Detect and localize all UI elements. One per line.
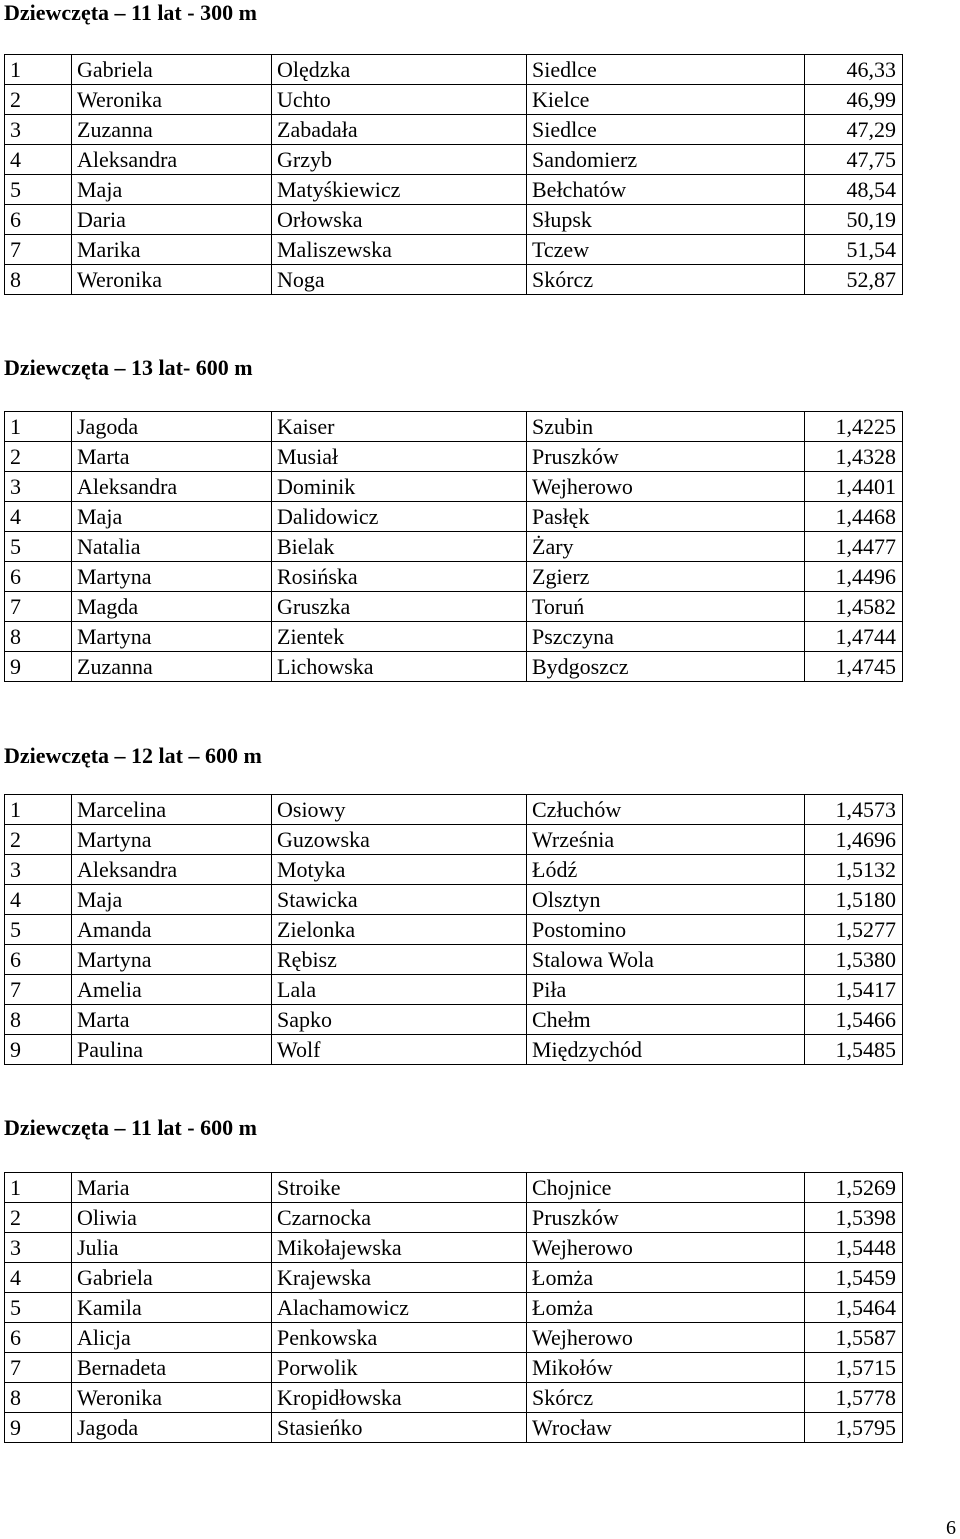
first-name-cell: Amelia — [72, 975, 272, 1005]
last-name-cell: Mikołajewska — [272, 1233, 527, 1263]
place-cell: 4 — [5, 885, 72, 915]
table-row — [5, 1383, 903, 1413]
first-name-cell: Gabriela — [72, 55, 272, 85]
place-cell: 8 — [5, 1383, 72, 1413]
first-name-cell: Julia — [72, 1233, 272, 1263]
place-cell: 1 — [5, 55, 72, 85]
table-row — [5, 55, 903, 85]
result-cell: 46,33 — [805, 55, 903, 85]
last-name-cell: Lichowska — [272, 652, 527, 682]
result-cell: 1,4496 — [805, 562, 903, 592]
result-cell: 46,99 — [805, 85, 903, 115]
city-cell: Piła — [527, 975, 805, 1005]
first-name-cell: Aleksandra — [72, 472, 272, 502]
section-title-girls-11-300m: Dziewczęta – 11 lat - 300 m — [4, 0, 257, 25]
city-cell: Zgierz — [527, 562, 805, 592]
city-cell: Łódź — [527, 855, 805, 885]
first-name-cell: Oliwia — [72, 1203, 272, 1233]
result-cell: 1,5464 — [805, 1293, 903, 1323]
last-name-cell: Uchto — [272, 85, 527, 115]
result-cell: 1,4477 — [805, 532, 903, 562]
result-cell: 51,54 — [805, 235, 903, 265]
table-row — [5, 175, 903, 205]
section-title-girls-11-600m: Dziewczęta – 11 lat - 600 m — [4, 1115, 257, 1140]
first-name-cell: Daria — [72, 205, 272, 235]
first-name-cell: Maja — [72, 885, 272, 915]
place-cell: 2 — [5, 442, 72, 472]
place-cell: 6 — [5, 205, 72, 235]
last-name-cell: Motyka — [272, 855, 527, 885]
place-cell: 3 — [5, 115, 72, 145]
result-cell: 1,5715 — [805, 1353, 903, 1383]
result-cell: 1,4225 — [805, 412, 903, 442]
table-row — [5, 915, 903, 945]
table-row — [5, 592, 903, 622]
results-table-girls-11-300m — [4, 54, 903, 295]
first-name-cell: Marta — [72, 1005, 272, 1035]
city-cell: Mikołów — [527, 1353, 805, 1383]
last-name-cell: Zabadała — [272, 115, 527, 145]
table-row — [5, 1005, 903, 1035]
last-name-cell: Alachamowicz — [272, 1293, 527, 1323]
place-cell: 9 — [5, 1035, 72, 1065]
table-row — [5, 855, 903, 885]
table-row — [5, 145, 903, 175]
place-cell: 1 — [5, 1173, 72, 1203]
last-name-cell: Czarnocka — [272, 1203, 527, 1233]
table-row — [5, 622, 903, 652]
city-cell: Bydgoszcz — [527, 652, 805, 682]
result-cell: 1,5269 — [805, 1173, 903, 1203]
result-cell: 1,4328 — [805, 442, 903, 472]
place-cell: 3 — [5, 855, 72, 885]
last-name-cell: Rosińska — [272, 562, 527, 592]
table-row — [5, 85, 903, 115]
table-row — [5, 825, 903, 855]
place-cell: 3 — [5, 1233, 72, 1263]
place-cell: 9 — [5, 652, 72, 682]
city-cell: Wejherowo — [527, 1323, 805, 1353]
result-cell: 1,5417 — [805, 975, 903, 1005]
city-cell: Wejherowo — [527, 1233, 805, 1263]
place-cell: 5 — [5, 175, 72, 205]
city-cell: Pasłęk — [527, 502, 805, 532]
table-row — [5, 1203, 903, 1233]
last-name-cell: Dominik — [272, 472, 527, 502]
city-cell: Skórcz — [527, 1383, 805, 1413]
city-cell: Chełm — [527, 1005, 805, 1035]
result-cell: 1,5795 — [805, 1413, 903, 1443]
first-name-cell: Amanda — [72, 915, 272, 945]
place-cell: 2 — [5, 85, 72, 115]
first-name-cell: Weronika — [72, 85, 272, 115]
table-row — [5, 532, 903, 562]
last-name-cell: Penkowska — [272, 1323, 527, 1353]
first-name-cell: Maria — [72, 1173, 272, 1203]
results-table-girls-11-600m — [4, 1172, 903, 1443]
table-row — [5, 442, 903, 472]
last-name-cell: Kaiser — [272, 412, 527, 442]
first-name-cell: Zuzanna — [72, 652, 272, 682]
table-row — [5, 945, 903, 975]
table-row — [5, 1293, 903, 1323]
first-name-cell: Maja — [72, 175, 272, 205]
place-cell: 8 — [5, 265, 72, 295]
first-name-cell: Maja — [72, 502, 272, 532]
result-cell: 1,5778 — [805, 1383, 903, 1413]
results-table-girls-13-600m — [4, 411, 903, 682]
last-name-cell: Zielonka — [272, 915, 527, 945]
table-row — [5, 412, 903, 442]
place-cell: 4 — [5, 1263, 72, 1293]
table-row — [5, 562, 903, 592]
last-name-cell: Noga — [272, 265, 527, 295]
table-row — [5, 205, 903, 235]
result-cell: 1,5277 — [805, 915, 903, 945]
table-row — [5, 1035, 903, 1065]
last-name-cell: Maliszewska — [272, 235, 527, 265]
city-cell: Chojnice — [527, 1173, 805, 1203]
city-cell: Pruszków — [527, 1203, 805, 1233]
first-name-cell: Paulina — [72, 1035, 272, 1065]
result-cell: 1,5180 — [805, 885, 903, 915]
table-row — [5, 1263, 903, 1293]
last-name-cell: Porwolik — [272, 1353, 527, 1383]
city-cell: Tczew — [527, 235, 805, 265]
last-name-cell: Stawicka — [272, 885, 527, 915]
place-cell: 9 — [5, 1413, 72, 1443]
result-cell: 1,5587 — [805, 1323, 903, 1353]
place-cell: 7 — [5, 592, 72, 622]
result-cell: 1,4573 — [805, 795, 903, 825]
result-cell: 1,4468 — [805, 502, 903, 532]
last-name-cell: Krajewska — [272, 1263, 527, 1293]
result-cell: 48,54 — [805, 175, 903, 205]
first-name-cell: Martyna — [72, 622, 272, 652]
first-name-cell: Aleksandra — [72, 145, 272, 175]
last-name-cell: Zientek — [272, 622, 527, 652]
last-name-cell: Guzowska — [272, 825, 527, 855]
last-name-cell: Lala — [272, 975, 527, 1005]
table-row — [5, 885, 903, 915]
city-cell: Sandomierz — [527, 145, 805, 175]
city-cell: Olsztyn — [527, 885, 805, 915]
result-cell: 1,4582 — [805, 592, 903, 622]
result-cell: 1,5485 — [805, 1035, 903, 1065]
last-name-cell: Musiał — [272, 442, 527, 472]
first-name-cell: Marta — [72, 442, 272, 472]
city-cell: Międzychód — [527, 1035, 805, 1065]
result-cell: 47,75 — [805, 145, 903, 175]
table-row — [5, 1173, 903, 1203]
place-cell: 6 — [5, 945, 72, 975]
place-cell: 2 — [5, 825, 72, 855]
last-name-cell: Osiowy — [272, 795, 527, 825]
result-cell: 1,5466 — [805, 1005, 903, 1035]
first-name-cell: Marcelina — [72, 795, 272, 825]
last-name-cell: Kropidłowska — [272, 1383, 527, 1413]
city-cell: Łomża — [527, 1293, 805, 1323]
place-cell: 6 — [5, 1323, 72, 1353]
city-cell: Wejherowo — [527, 472, 805, 502]
result-cell: 1,4744 — [805, 622, 903, 652]
city-cell: Toruń — [527, 592, 805, 622]
city-cell: Września — [527, 825, 805, 855]
result-cell: 1,5459 — [805, 1263, 903, 1293]
first-name-cell: Jagoda — [72, 1413, 272, 1443]
table-row — [5, 235, 903, 265]
section-title-girls-13-600m: Dziewczęta – 13 lat- 600 m — [4, 355, 253, 380]
last-name-cell: Matyśkiewicz — [272, 175, 527, 205]
table-row — [5, 115, 903, 145]
result-cell: 50,19 — [805, 205, 903, 235]
place-cell: 6 — [5, 562, 72, 592]
table-row — [5, 652, 903, 682]
first-name-cell: Zuzanna — [72, 115, 272, 145]
result-cell: 1,4401 — [805, 472, 903, 502]
last-name-cell: Dalidowicz — [272, 502, 527, 532]
first-name-cell: Weronika — [72, 1383, 272, 1413]
first-name-cell: Martyna — [72, 945, 272, 975]
city-cell: Kielce — [527, 85, 805, 115]
table-row — [5, 502, 903, 532]
last-name-cell: Rębisz — [272, 945, 527, 975]
last-name-cell: Bielak — [272, 532, 527, 562]
result-cell: 1,5380 — [805, 945, 903, 975]
first-name-cell: Marika — [72, 235, 272, 265]
place-cell: 5 — [5, 915, 72, 945]
section-title-girls-12-600m: Dziewczęta – 12 lat – 600 m — [4, 743, 262, 768]
city-cell: Wrocław — [527, 1413, 805, 1443]
first-name-cell: Jagoda — [72, 412, 272, 442]
first-name-cell: Magda — [72, 592, 272, 622]
place-cell: 2 — [5, 1203, 72, 1233]
place-cell: 5 — [5, 1293, 72, 1323]
first-name-cell: Weronika — [72, 265, 272, 295]
result-cell: 1,5132 — [805, 855, 903, 885]
last-name-cell: Wolf — [272, 1035, 527, 1065]
city-cell: Słupsk — [527, 205, 805, 235]
results-table-girls-12-600m — [4, 794, 903, 1065]
city-cell: Człuchów — [527, 795, 805, 825]
first-name-cell: Bernadeta — [72, 1353, 272, 1383]
place-cell: 8 — [5, 1005, 72, 1035]
city-cell: Pruszków — [527, 442, 805, 472]
city-cell: Siedlce — [527, 55, 805, 85]
last-name-cell: Grzyb — [272, 145, 527, 175]
first-name-cell: Kamila — [72, 1293, 272, 1323]
place-cell: 7 — [5, 235, 72, 265]
place-cell: 7 — [5, 1353, 72, 1383]
place-cell: 7 — [5, 975, 72, 1005]
last-name-cell: Stroike — [272, 1173, 527, 1203]
place-cell: 4 — [5, 502, 72, 532]
page-number: 6 — [946, 1517, 956, 1539]
first-name-cell: Gabriela — [72, 1263, 272, 1293]
result-cell: 1,5398 — [805, 1203, 903, 1233]
table-row — [5, 472, 903, 502]
first-name-cell: Alicja — [72, 1323, 272, 1353]
result-cell: 1,5448 — [805, 1233, 903, 1263]
place-cell: 4 — [5, 145, 72, 175]
result-cell: 52,87 — [805, 265, 903, 295]
last-name-cell: Sapko — [272, 1005, 527, 1035]
city-cell: Bełchatów — [527, 175, 805, 205]
table-row — [5, 1233, 903, 1263]
first-name-cell: Martyna — [72, 562, 272, 592]
table-row — [5, 1353, 903, 1383]
city-cell: Pszczyna — [527, 622, 805, 652]
city-cell: Żary — [527, 532, 805, 562]
result-cell: 47,29 — [805, 115, 903, 145]
city-cell: Łomża — [527, 1263, 805, 1293]
table-row — [5, 795, 903, 825]
last-name-cell: Orłowska — [272, 205, 527, 235]
place-cell: 3 — [5, 472, 72, 502]
first-name-cell: Aleksandra — [72, 855, 272, 885]
result-cell: 1,4745 — [805, 652, 903, 682]
place-cell: 5 — [5, 532, 72, 562]
last-name-cell: Stasieńko — [272, 1413, 527, 1443]
city-cell: Szubin — [527, 412, 805, 442]
city-cell: Siedlce — [527, 115, 805, 145]
place-cell: 1 — [5, 795, 72, 825]
first-name-cell: Natalia — [72, 532, 272, 562]
table-row — [5, 975, 903, 1005]
place-cell: 8 — [5, 622, 72, 652]
result-cell: 1,4696 — [805, 825, 903, 855]
table-row — [5, 1323, 903, 1353]
last-name-cell: Gruszka — [272, 592, 527, 622]
city-cell: Skórcz — [527, 265, 805, 295]
table-row — [5, 1413, 903, 1443]
table-row — [5, 265, 903, 295]
first-name-cell: Martyna — [72, 825, 272, 855]
city-cell: Postomino — [527, 915, 805, 945]
last-name-cell: Olędzka — [272, 55, 527, 85]
place-cell: 1 — [5, 412, 72, 442]
city-cell: Stalowa Wola — [527, 945, 805, 975]
